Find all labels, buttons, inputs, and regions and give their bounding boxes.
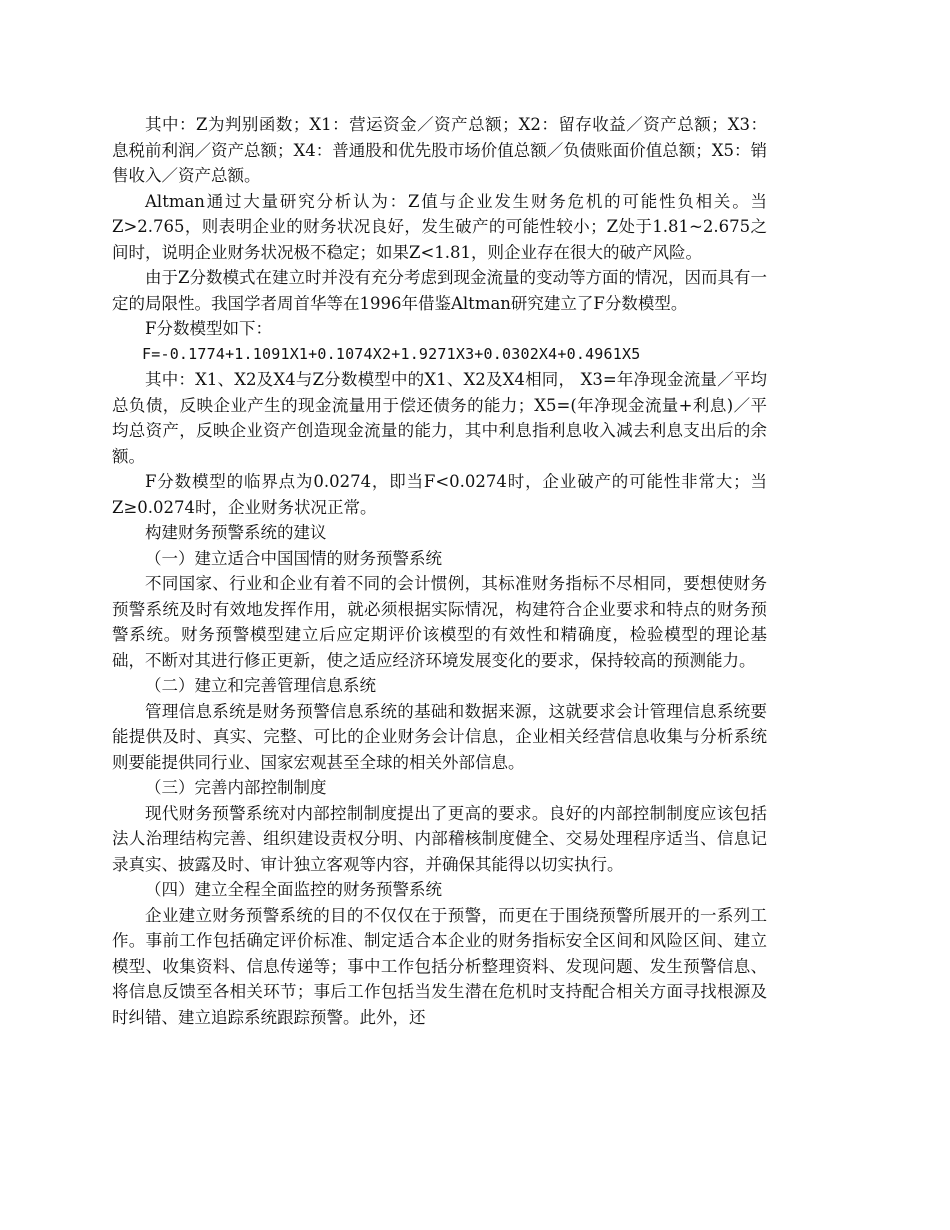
f-model-formula: F=-0.1774+1.1091X1+0.1074X2+1.9271X3+0.0302X4+0.4961X5 [142,344,641,363]
subheading-2: （二）建立和完善管理信息系统 [145,676,376,695]
paragraph-suggestion-4: 企业建立财务预警系统的目的不仅仅在于预警，而更在于围绕预警所展开的一系列工作。事前工作包括确定评价标准、制定适合本企业的财务指标安全区间和风险区间、建立模型、收集资料、信息传递等；事中工作包括分析整理资料、发现问题、发生预警信息、将信息反馈至各相关环节；事后工作包括当发生潜在危机时支持配合相关方面寻找根源及时纠错、建立追踪系统跟踪预警。此外，还 [112,905,767,1027]
section-heading-suggestions: 构建财务预警系统的建议 [145,523,327,542]
subheading-1: （一）建立适合中国国情的财务预警系统 [145,548,442,568]
paragraph-f-model-intro: F分数模型如下： [145,319,272,338]
paragraph-z-limitations: 由于Z分数模式在建立时并没有充分考虑到现金流量的变动等方面的情况，因而具有一定的局限性。我国学者周首华等在1996年借鉴Altman研究建立了F分数模型。 [112,268,767,313]
paragraph-suggestion-3: 现代财务预警系统对内部控制制度提出了更高的要求。良好的内部控制制度应该包括法人治理结构完善、组织建设责权分明、内部稽核制度健全、交易处理程序适当、信息记录真实、披露及时、审计独立客观等内容，并确保其能得以切实执行。 [112,803,767,874]
paragraph-z-variables: 其中：Z为判别函数；X1：营运资金／资产总额；X2：留存收益／资产总额；X3：息税前利润／资产总额；X4：普通股和优先股市场价值总额／负债账面价值总额；X5：销售收入／资产总额。 [112,115,767,185]
paragraph-f-threshold: F分数模型的临界点为0.0274，即当F<0.0274时，企业破产的可能性非常大；当Z≥0.0274时，企业财务状况正常。 [112,472,767,517]
document-body [112,112,767,1030]
paragraph-suggestion-1: 不同国家、行业和企业有着不同的会计惯例，其标准财务指标不尽相同，要想使财务预警系统及时有效地发挥作用，就必须根据实际情况，构建符合企业要求和特点的财务预警系统。财务预警模型建立后应定期评价该模型的有效性和精确度，检验模型的理论基础，不断对其进行修正更新，使之适应经济环境发展变化的要求，保持较高的预测能力。 [112,574,767,670]
paragraph-suggestion-2: 管理信息系统是财务预警信息系统的基础和数据来源，这就要求会计管理信息系统要能提供及时、真实、完整、可比的企业财务会计信息，企业相关经营信息收集与分析系统则要能提供同行业、国家宏观甚至全球的相关外部信息。 [112,701,767,772]
subheading-4: （四）建立全程全面监控的财务预警系统 [145,880,442,899]
paragraph-f-variables: 其中：X1、X2及X4与Z分数模型中的X1、X2及X4相同， X3=年净现金流量／平均总负债，反映企业产生的现金流量用于偿还债务的能力；X5=(年净现金流量+利息)／平均总资产，反映企业资产创造现金流量的能力，其中利息指利息收入减去利息支出后的余额。 [112,370,767,466]
subheading-3: （三）完善内部控制制度 [145,778,327,797]
paragraph-altman-analysis: Altman通过大量研究分析认为：Z值与企业发生财务危机的可能性负相关。当Z>2.765，则表明企业的财务状况良好，发生破产的可能性较小；Z处于1.81~2.675之间时，说明企业财务状况极不稳定；如果Z<1.81，则企业存在很大的破产风险。 [112,191,767,262]
